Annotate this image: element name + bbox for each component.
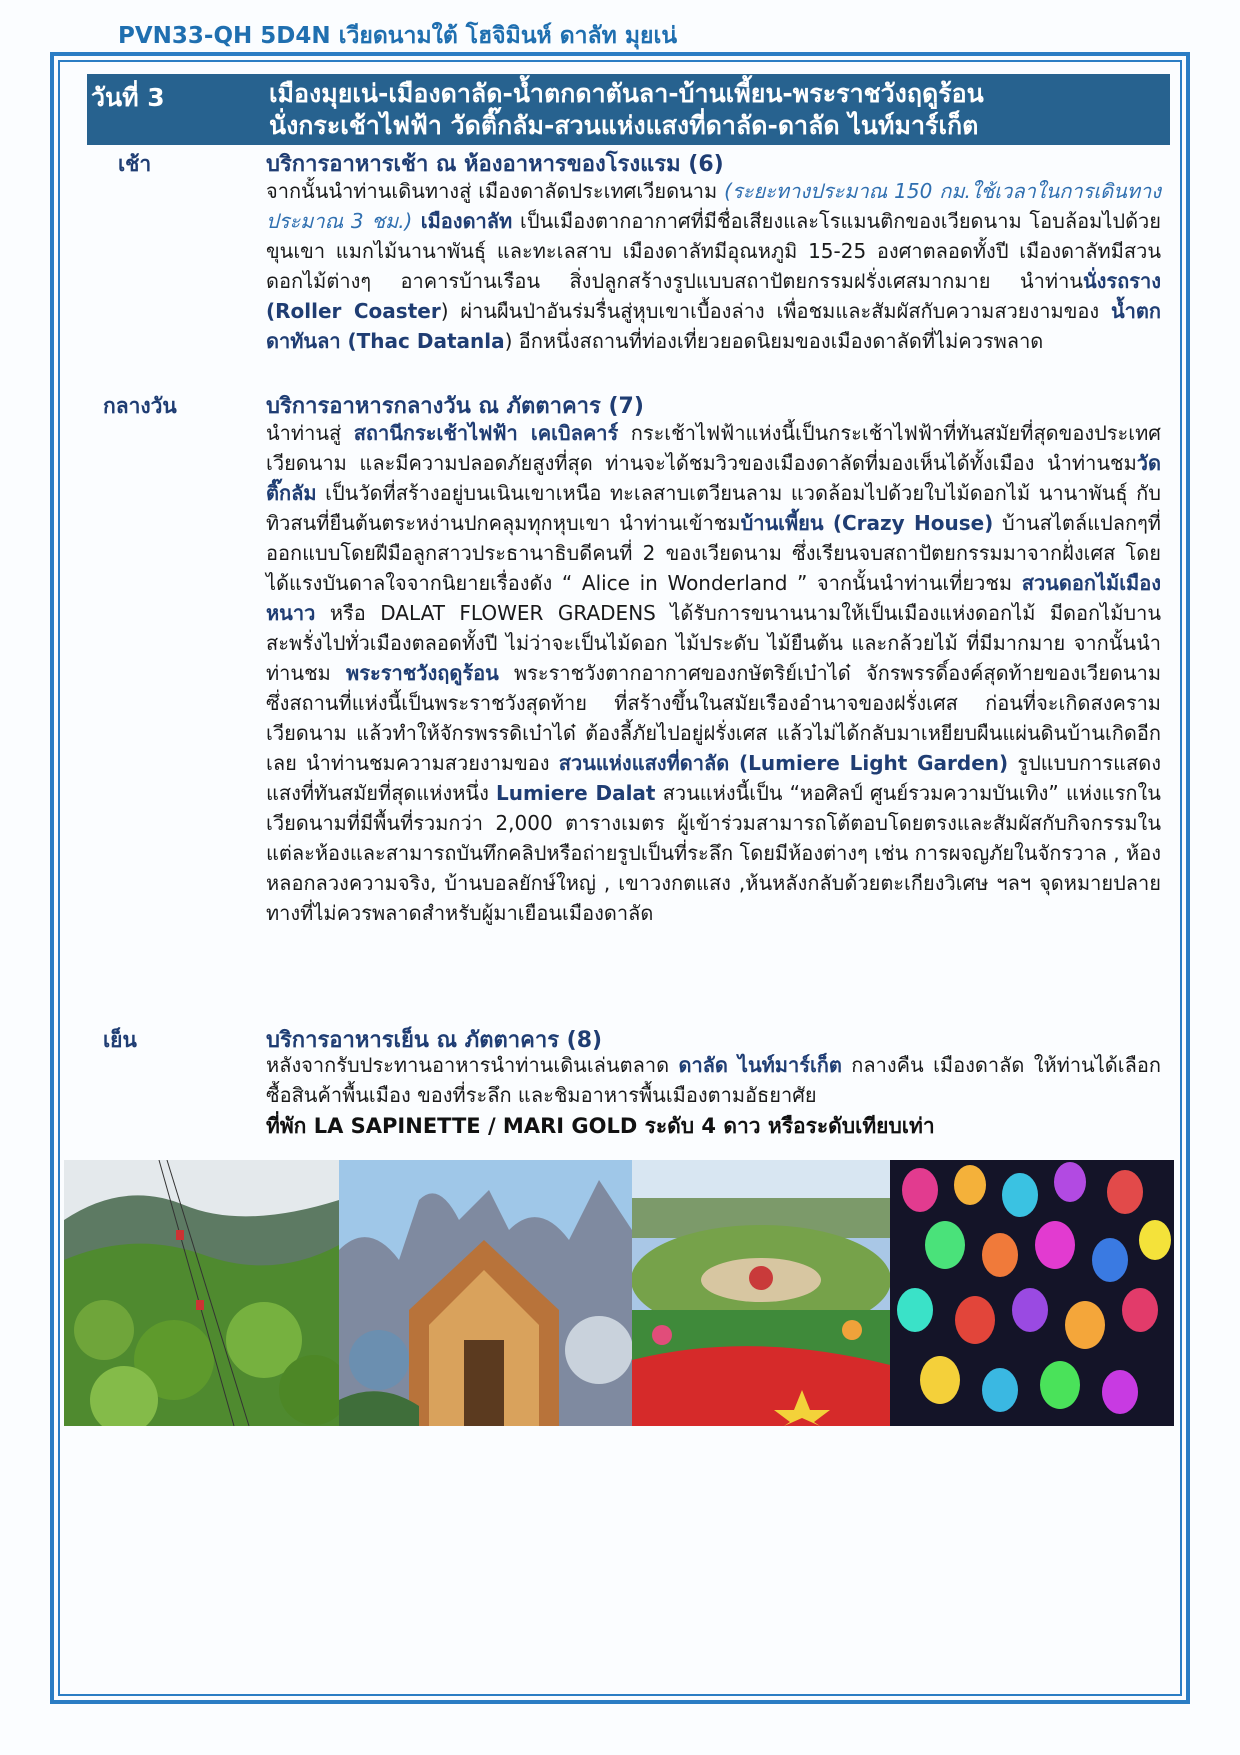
lunch-heading: บริการอาหารกลางวัน ณ ภัตตาคาร (7) <box>266 394 644 419</box>
morning-text-c: ) ผ่านผืนป่าอันร่มรื่นสู่หุบเขาเบื้องล่าง เพื่อชมและสัมผัสกับความสวยงามของ <box>440 299 1111 323</box>
document-header-code: PVN33-QH 5D4N เวียดนามใต้ โฮจิมินห์ ดาลัท มุยเน่ <box>118 23 678 49</box>
noon-text-b: กระเช้าไฟฟ้าแห่งนี้เป็นกระเช้าไฟฟ้าที่ทันสมัยที่สุดของประเทศเวียดนาม และมีความปลอดภัยสูงที่สุด ท่านจะได้ชมวิวของเมืองดาลัดที่มองเห็นได้ทั้งเมือง นำท่านชม <box>266 421 1161 475</box>
morning-text-a: จากนั้นนำท่านเดินทางสู่ เมืองดาลัดประเทศเวียดนาม <box>266 179 725 203</box>
noon-label: กลางวัน <box>103 394 177 418</box>
noon-text-f: พระราชวังตากอากาศของกษัตริย์เบ๋าได๋ จักรพรรดิ์องค์สุดท้ายของเวียดนาม ซึ่งสถานที่แห่งนี้เป็นพระราชวังสุดท้าย ที่สร้างขึ้นในสมัยเรืองอำนาจของฝรั่งเศส ก่อนที่จะเกิดสงครามเวียดนาม แล้วทำให้จักรพรรดิเบ๋าได๋ ต้องลี้ภัยไปอยู่ฝรั่งเศส แล้วไม่ได้กลับมาเหยียบผืนแผ่นดินบ้านเกิดอีกเลย นำท่านชมความสวยงามของ <box>266 661 1161 775</box>
morning-label: เช้า <box>118 152 152 176</box>
summer-palace-highlight: พระราชวังฤดูร้อน <box>346 661 499 685</box>
evening-paragraph <box>266 1050 1161 1110</box>
cable-car-highlight: สถานีกระเช้าไฟฟ้า เคเบิลคาร์ <box>353 421 619 445</box>
noon-text-a: นำท่านสู่ <box>266 421 354 445</box>
cable-car-forest-photo <box>64 1160 339 1426</box>
breakfast-heading: บริการอาหารเช้า ณ ห้องอาหารของโรงแรม (6) <box>266 152 724 177</box>
evening-text-a: หลังจากรับประทานอาหารนำท่านเดินเล่นตลาด <box>266 1053 679 1077</box>
dinner-heading: บริการอาหารเย็น ณ ภัตตาคาร (8) <box>266 1028 603 1053</box>
noon-text-c: เป็นวัดที่สร้างอยู่บนเนินเขาเหนือ ทะเลสาบเตวียนลาม แวดล้อมไปด้วยใบไม้ดอกไม้ นานาพันธุ์ กับทิวสนที่ยืนต้นตระหง่านปกคลุมทุกหุบเขา นำท่านเข้าชม <box>266 481 1161 535</box>
flower-garden-photo <box>632 1160 890 1426</box>
dalat-city-highlight: เมืองดาลัท <box>412 209 513 233</box>
noon-text-h: สวนแห่งนี้เป็น “หอศิลป์ ศูนย์รวมความบันเทิง” แห่งแรกในเวียดนามที่มีพื้นที่รวมกว่า 2,000 ตารางเมตร ผู้เข้าร่วมสามารถโต้ตอบโดยตรงและสัมผัสกับกิจกรรมในแต่ละห้องและสามารถบันทึกคลิปหรือถ่ายรูปเป็นที่ระลึก โดยมีห้องต่างๆ เช่น การผจญภัยในจักรวาล , ห้องหลอกลวงความจริง, บ้านบอลยักษ์ใหญ่ , เขาวงกตแสง ,ห้นหลังกลับด้วยตะเกียงวิเศษ ฯลฯ จุดหมายปลายทางที่ไม่ควรพลาดสำหรับผู้มาเยือนเมืองดาลัด <box>266 781 1161 925</box>
crazy-house-photo <box>339 1160 632 1426</box>
datanla-waterfall-highlight: น้ำตกดาทันลา (Thac Datanla <box>266 299 1161 353</box>
lumiere-dalat-highlight: Lumiere Dalat <box>496 781 656 805</box>
morning-paragraph <box>266 176 1161 356</box>
hotel-info: ที่พัก LA SAPINETTE / MARI GOLD ระดับ 4 ดาว หรือระดับเทียบเท่า <box>266 1114 935 1138</box>
day-title-line-2: นั่งกระเช้าไฟฟ้า วัดติ๊กลัม-สวนแห่งแสงที่ดาลัด-ดาลัด ไนท์มาร์เก็ต <box>269 111 979 140</box>
evening-text-b: กลางคืน เมืองดาลัด ให้ท่านได้เลือกซื้อสินค้าพื้นเมือง ของที่ระลึก และชิมอาหารพื้นเมืองตามอัธยาศัย <box>266 1053 1161 1107</box>
night-market-highlight: ดาลัด ไนท์มาร์เก็ต <box>678 1053 842 1077</box>
day-label: วันที่ 3 <box>91 83 165 112</box>
evening-label: เย็น <box>103 1028 137 1052</box>
photo-strip <box>64 1160 1174 1426</box>
morning-text-b: เป็นเมืองตากอากาศที่มีชื่อเสียงและโรแมนติกของเวียดนาม โอบล้อมไปด้วยขุนเขา แมกไม้นานาพันธุ์ และทะเลสาบ เมืองดาลัทมีอุณหภูมิ 15-25 องศาตลอดทั้งปี เมืองดาลัทมีสวนดอกไม้ต่างๆ อาคารบ้านเรือน สิ่งปลูกสร้างรูปแบบสถาปัตยกรรมฝรั่งเศสมากมาย นำท่าน <box>266 209 1162 293</box>
light-garden-highlight: สวนแห่งแสงที่ดาลัด (Lumiere Light Garden) <box>558 751 1009 775</box>
day-title-line-1: เมืองมุยเน่-เมืองดาลัด-น้ำตกดาตันลา-บ้านเพี้ยน-พระราชวังฤดูร้อน <box>269 79 984 108</box>
noon-text-g: รูปแบบการแสดงแสงที่ทันสมัยที่สุดแห่งหนึ่ง <box>266 751 1161 805</box>
flower-garden-highlight: สวนดอกไม้เมืองหนาว <box>266 571 1161 625</box>
noon-text-d: บ้านสไตล์แปลกๆที่ออกแบบโดยฝีมือลูกสาวประธานาธิบดีคนที่ 2 ของเวียดนาม ซึ่งเรียนจบสถาปัตยกรรมมาจากฝั่งเศส โดยได้แรงบันดาลใจจากนิยายเรื่องดัง “ Alice in Wonderland ” จากนั้นนำท่านเที่ยวชม <box>266 511 1161 595</box>
noon-text-e: หรือ DALAT FLOWER GRADENS ได้รับการขนานนามให้เป็นเมืองแห่งดอกไม้ มีดอกไม้บานสะพรั่งไปทั่วเมืองตลอดทั้งปี ไม่ว่าจะเป็นไม้ดอก ไม้ประดับ ไม้ยืนต้น และกล้วยไม้ ที่มีมากมาย จากนั้นนำท่านชม <box>266 601 1161 685</box>
day-title <box>269 78 1164 142</box>
lantern-light-garden-photo <box>890 1160 1174 1426</box>
noon-paragraph <box>266 418 1161 928</box>
day-header-bar <box>87 74 1170 145</box>
roller-coaster-highlight: นั่งรถราง (Roller Coaster <box>266 269 1161 323</box>
morning-text-d: ) อีกหนึ่งสถานที่ท่องเที่ยวยอดนิยมของเมืองดาลัดที่ไม่ควรพลาด <box>504 329 1044 353</box>
crazy-house-highlight: บ้านเพี้ยน (Crazy House) <box>740 511 994 535</box>
travel-distance-note: (ระยะทางประมาณ 150 กม.ใช้เวลาในการเดินทางประมาณ 3 ชม.) <box>266 179 1161 233</box>
truc-lam-temple-highlight: วัดติ๊กลัม <box>266 451 1161 505</box>
